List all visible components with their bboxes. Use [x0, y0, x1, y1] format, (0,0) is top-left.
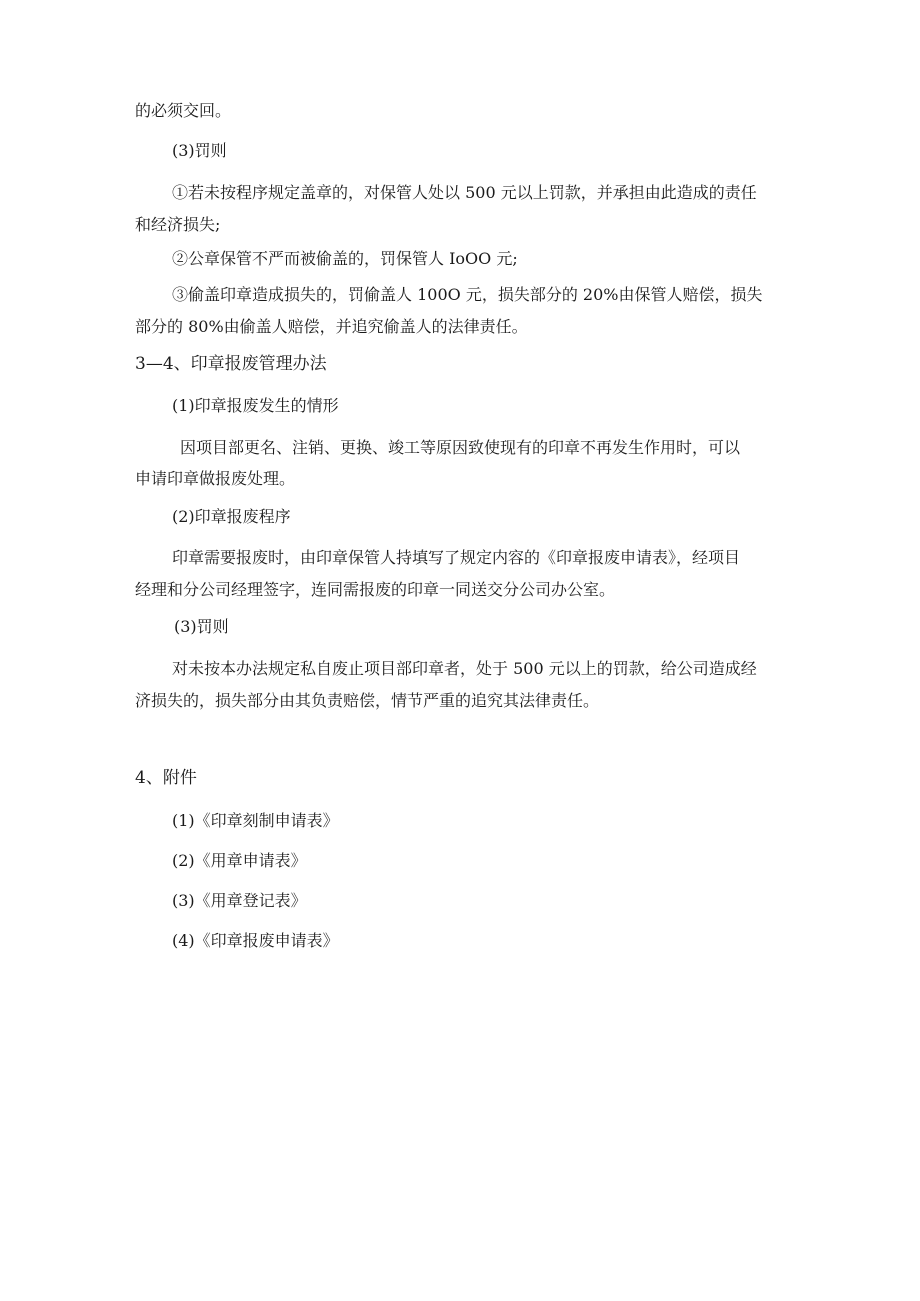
sub1-heading: (1)印章报废发生的情形 — [172, 396, 339, 415]
penalty-item-2: ②公章保管不严而被偷盖的，罚保管人 IoOO 元; — [172, 249, 518, 268]
sub2-heading: (2)印章报废程序 — [172, 507, 291, 526]
penalty-item-1-line-1: ①若未按程序规定盖章的，对保管人处以 500 元以上罚款，并承担由此造成的责任 — [172, 183, 757, 202]
penalties-heading: (3)罚则 — [172, 141, 227, 160]
sub1-line-2: 申请印章做报废处理。 — [135, 469, 296, 488]
section-3-4-title: 3—4、印章报废管理办法 — [135, 354, 327, 374]
attachment-item: (4)《印章报废申请表》 — [172, 931, 339, 950]
penalty-item-1-line-2: 和经济损失; — [135, 215, 221, 234]
sub3-line-2: 济损失的，损失部分由其负责赔偿，情节严重的追究其法律责任。 — [135, 691, 600, 710]
attachment-item: (2)《用章申请表》 — [172, 851, 307, 870]
attachment-item: (3)《用章登记表》 — [172, 891, 307, 910]
sub3-heading: (3)罚则 — [174, 617, 229, 636]
continuation-text: 的必须交回。 — [135, 101, 232, 120]
sub2-line-2: 经理和分公司经理签字，连同需报废的印章一同送交分公司办公室。 — [135, 580, 616, 599]
sub2-line-1: 印章需要报废时，由印章保管人持填写了规定内容的《印章报废申请表》，经项目 — [172, 548, 741, 567]
attachment-item: (1)《印章刻制申请表》 — [172, 811, 339, 830]
penalty-item-3-line-2: 部分的 80%由偷盖人赔偿，并追究偷盖人的法律责任。 — [135, 317, 528, 336]
penalty-item-3-line-1: ③偷盖印章造成损失的，罚偷盖人 100O 元，损失部分的 20%由保管人赔偿，损失 — [172, 285, 763, 304]
section-4-title: 4、附件 — [135, 768, 197, 788]
sub3-line-1: 对未按本办法规定私自废止项目部印章者，处于 500 元以上的罚款，给公司造成经 — [172, 659, 757, 678]
sub1-line-1: 因项目部更名、注销、更换、竣工等原因致使现有的印章不再发生作用时，可以 — [180, 438, 741, 457]
